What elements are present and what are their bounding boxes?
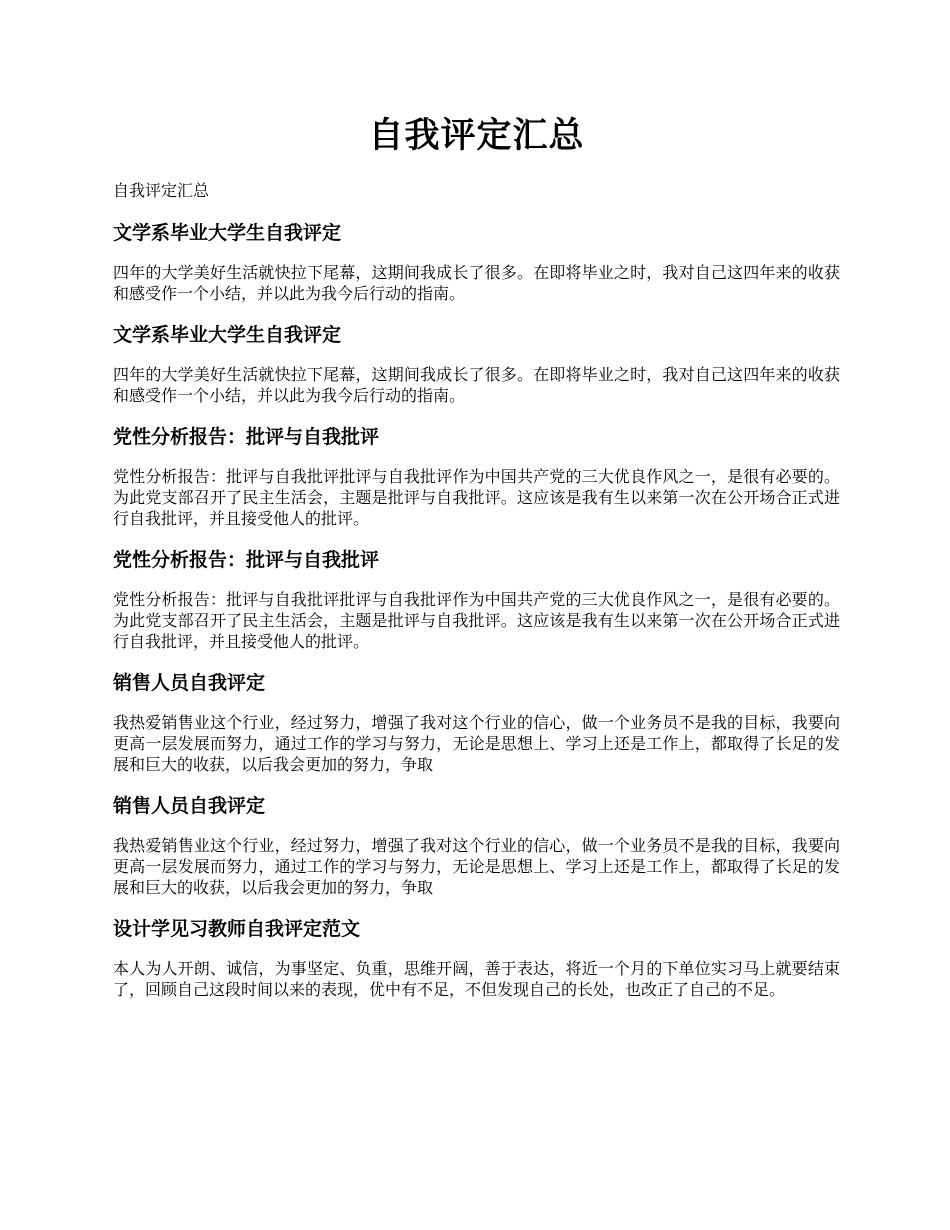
document-title: 自我评定汇总: [368, 115, 585, 156]
section-4: [113, 547, 840, 652]
section-paragraph: 四年的大学美好生活就快拉下尾幕，这期间我成长了很多。在即将毕业之时，我对自己这四年来的收获和感受作一个小结，并以此为我今后行动的指南。: [113, 263, 840, 303]
section-heading: 销售人员自我评定: [113, 672, 266, 694]
section-6: [113, 793, 840, 898]
section-heading: 文学系毕业大学生自我评定: [113, 324, 342, 346]
section-heading: 设计学见习教师自我评定范文: [113, 918, 361, 940]
section-heading: 党性分析报告：批评与自我批评: [113, 549, 380, 571]
section-paragraph: 党性分析报告：批评与自我批评批评与自我批评作为中国共产党的三大优良作风之一，是很有必要的。为此党支部召开了民主生活会，主题是批评与自我批评。这应该是我有生以来第一次在公开场合正式进行自我批评，并且接受他人的批评。: [113, 590, 840, 651]
section-2: [113, 322, 840, 406]
document-subtitle: 自我评定汇总: [113, 181, 210, 200]
section-1: [113, 220, 840, 304]
section-heading: 销售人员自我评定: [113, 795, 266, 817]
section-heading: 党性分析报告：批评与自我批评: [113, 426, 380, 448]
section-paragraph: 我热爱销售业这个行业，经过努力，增强了我对这个行业的信心，做一个业务员不是我的目标，我要向更高一层发展而努力，通过工作的学习与努力，无论是思想上、学习上还是工作上，都取得了长足的发展和巨大的收获，以后我会更加的努力，争取: [113, 836, 840, 897]
section-heading: 文学系毕业大学生自我评定: [113, 222, 342, 244]
section-5: [113, 670, 840, 775]
section-paragraph: 本人为人开朗、诚信，为事坚定、负重，思维开阔，善于表达，将近一个月的下单位实习马上就要结束了，回顾自己这段时间以来的表现，优中有不足，不但发现自己的长处，也改正了自己的不足。: [113, 959, 840, 999]
section-paragraph: 四年的大学美好生活就快拉下尾幕，这期间我成长了很多。在即将毕业之时，我对自己这四年来的收获和感受作一个小结，并以此为我今后行动的指南。: [113, 365, 840, 405]
section-3: [113, 424, 840, 529]
section-paragraph: 党性分析报告：批评与自我批评批评与自我批评作为中国共产党的三大优良作风之一，是很有必要的。为此党支部召开了民主生活会，主题是批评与自我批评。这应该是我有生以来第一次在公开场合正式进行自我批评，并且接受他人的批评。: [113, 467, 840, 528]
section-paragraph: 我热爱销售业这个行业，经过努力，增强了我对这个行业的信心，做一个业务员不是我的目标，我要向更高一层发展而努力，通过工作的学习与努力，无论是思想上、学习上还是工作上，都取得了长足的发展和巨大的收获，以后我会更加的努力，争取: [113, 713, 840, 774]
section-7: [113, 916, 840, 1000]
document-content: [113, 112, 840, 1000]
